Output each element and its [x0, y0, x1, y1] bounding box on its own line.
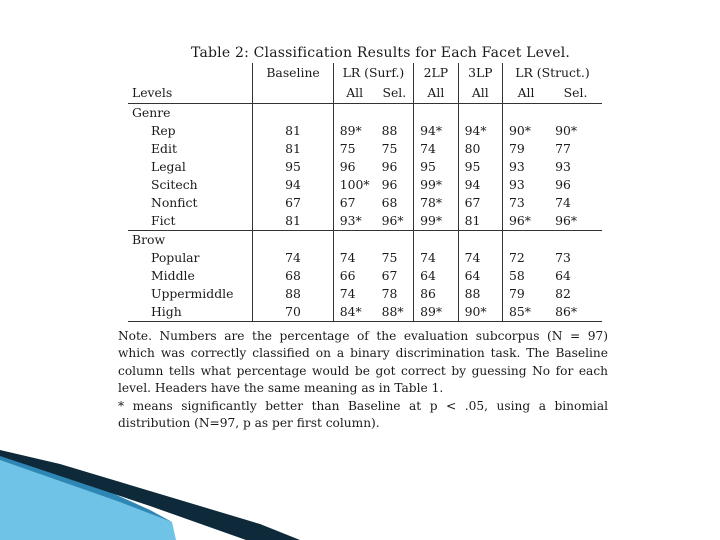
group-row — [128, 104, 602, 123]
note-paragraph: Note. Numbers are the percentage of the evaluation subcorpus (N = 97) which was correctly classified on a binary discrimination task. The Baseline column tells what percentage would be got correct by guessing No for each level. Headers have the same meaning as in Table 1. — [118, 329, 608, 396]
value-cell: 81 — [253, 212, 333, 231]
value-cell: 86 — [414, 285, 458, 303]
value-cell: 90* — [555, 123, 578, 138]
value-cell: 74 — [555, 195, 571, 210]
value-cell: 88* — [376, 303, 414, 322]
note-significance: * means significantly better than Baseline at p < .05, using a binomial distribution (N=97, p as per first column). — [118, 398, 608, 431]
value-cell: 96* — [376, 212, 414, 231]
value-cell: 78* — [414, 194, 458, 212]
row-label: Nonfict — [128, 194, 253, 212]
row-label: Legal — [128, 158, 253, 176]
row-label: Popular — [128, 249, 253, 267]
table-title: Table 2: Classification Results for Each Facet Level. — [191, 45, 571, 61]
value-cell: 72 — [509, 250, 525, 265]
value-cell: 67 — [339, 195, 356, 210]
group-label: Genre — [128, 104, 253, 123]
header-sub-all: All — [333, 83, 375, 104]
table-row — [128, 303, 602, 322]
header-blank — [128, 63, 253, 83]
header-sub-sel: Sel. — [549, 83, 602, 104]
value-cell: 96 — [339, 159, 356, 174]
value-cell: 74 — [414, 140, 458, 158]
value-cell: 74 — [414, 249, 458, 267]
row-label: Uppermiddle — [128, 285, 253, 303]
empty-cell — [503, 231, 550, 250]
row-label: High — [128, 303, 253, 322]
empty-cell — [549, 104, 602, 123]
value-cell: 81 — [458, 212, 502, 231]
value-cell: 74 — [458, 249, 502, 267]
value-cell: 79 — [509, 286, 525, 301]
table-row — [128, 122, 602, 140]
value-cell: 93* — [333, 212, 375, 231]
value-cell: 88 — [376, 122, 414, 140]
table-row — [128, 140, 602, 158]
header-sub-sel: Sel. — [376, 83, 414, 104]
table-row — [128, 249, 602, 267]
value-cell: 78 — [376, 285, 414, 303]
value-cell: 99* — [414, 176, 458, 194]
value-cell: 94 — [458, 176, 502, 194]
decorative-swoosh — [0, 440, 400, 540]
value-cell: 99* — [414, 212, 458, 231]
value-cell: 74 — [339, 286, 356, 301]
empty-cell — [253, 104, 333, 123]
table-row — [128, 194, 602, 212]
table-note — [118, 328, 608, 432]
empty-cell — [376, 231, 414, 250]
table-row — [128, 176, 602, 194]
table-body — [128, 63, 602, 322]
value-cell: 75 — [339, 141, 356, 156]
value-cell: 88 — [253, 285, 333, 303]
value-cell: 81 — [253, 122, 333, 140]
value-cell: 95 — [458, 158, 502, 176]
value-cell: 79 — [509, 141, 525, 156]
value-cell: 75 — [376, 249, 414, 267]
value-cell: 66 — [339, 268, 356, 283]
row-label: Fict — [128, 212, 253, 231]
value-cell: 96* — [503, 212, 550, 231]
value-cell: 64 — [555, 268, 571, 283]
header-2lp: 2LP — [414, 63, 458, 83]
header-baseline: Baseline — [253, 63, 333, 83]
group-row — [128, 231, 602, 250]
value-cell: 94* — [414, 122, 458, 140]
header-3lp: 3LP — [458, 63, 502, 83]
value-cell: 67 — [253, 194, 333, 212]
value-cell: 95 — [414, 158, 458, 176]
value-cell: 94* — [458, 122, 502, 140]
value-cell: 67 — [376, 267, 414, 285]
value-cell: 100* — [339, 177, 370, 192]
value-cell: 88 — [458, 285, 502, 303]
value-cell: 86* — [549, 303, 602, 322]
empty-cell — [414, 104, 458, 123]
header-lr-surf: LR (Surf.) — [333, 63, 413, 83]
value-cell: 96 — [376, 176, 414, 194]
value-cell: 89* — [414, 303, 458, 322]
value-cell: 77 — [555, 141, 571, 156]
value-cell: 96* — [549, 212, 602, 231]
group-label: Brow — [128, 231, 253, 250]
empty-cell — [253, 231, 333, 250]
table-row — [128, 285, 602, 303]
header-sub-blank — [253, 83, 333, 104]
header-row-2 — [128, 83, 602, 104]
value-cell: 80 — [458, 140, 502, 158]
value-cell: 90* — [458, 303, 502, 322]
value-cell: 68 — [376, 194, 414, 212]
empty-cell — [376, 104, 414, 123]
value-cell: 90* — [509, 123, 531, 138]
value-cell: 74 — [253, 249, 333, 267]
value-cell: 93 — [509, 159, 525, 174]
value-cell: 58 — [509, 268, 525, 283]
header-sub-all: All — [458, 83, 502, 104]
empty-cell — [333, 231, 375, 250]
row-label: Scitech — [128, 176, 253, 194]
results-table — [128, 63, 602, 322]
empty-cell — [549, 231, 602, 250]
empty-cell — [333, 104, 375, 123]
value-cell: 64 — [458, 267, 502, 285]
header-levels: Levels — [128, 83, 253, 104]
value-cell: 89* — [339, 123, 362, 138]
value-cell: 68 — [253, 267, 333, 285]
row-label: Rep — [128, 122, 253, 140]
value-cell: 85* — [503, 303, 550, 322]
header-lr-struct: LR (Struct.) — [515, 65, 590, 80]
row-label: Edit — [128, 140, 253, 158]
value-cell: 70 — [253, 303, 333, 322]
value-cell: 64 — [414, 267, 458, 285]
header-sub-all: All — [503, 83, 550, 104]
value-cell: 75 — [376, 140, 414, 158]
value-cell: 74 — [339, 250, 356, 265]
empty-cell — [458, 104, 502, 123]
value-cell: 95 — [253, 158, 333, 176]
value-cell: 73 — [555, 250, 571, 265]
table-row — [128, 158, 602, 176]
value-cell: 96 — [376, 158, 414, 176]
value-cell: 93 — [509, 177, 525, 192]
value-cell: 73 — [509, 195, 525, 210]
empty-cell — [414, 231, 458, 250]
empty-cell — [458, 231, 502, 250]
value-cell: 94 — [253, 176, 333, 194]
table-row — [128, 267, 602, 285]
value-cell: 81 — [253, 140, 333, 158]
empty-cell — [503, 104, 550, 123]
header-row-1 — [128, 63, 602, 83]
value-cell: 84* — [333, 303, 375, 322]
row-label: Middle — [128, 267, 253, 285]
value-cell: 93 — [555, 159, 571, 174]
header-sub-all: All — [414, 83, 458, 104]
table-row — [128, 212, 602, 231]
value-cell: 67 — [458, 194, 502, 212]
value-cell: 82 — [555, 286, 571, 301]
value-cell: 96 — [555, 177, 571, 192]
